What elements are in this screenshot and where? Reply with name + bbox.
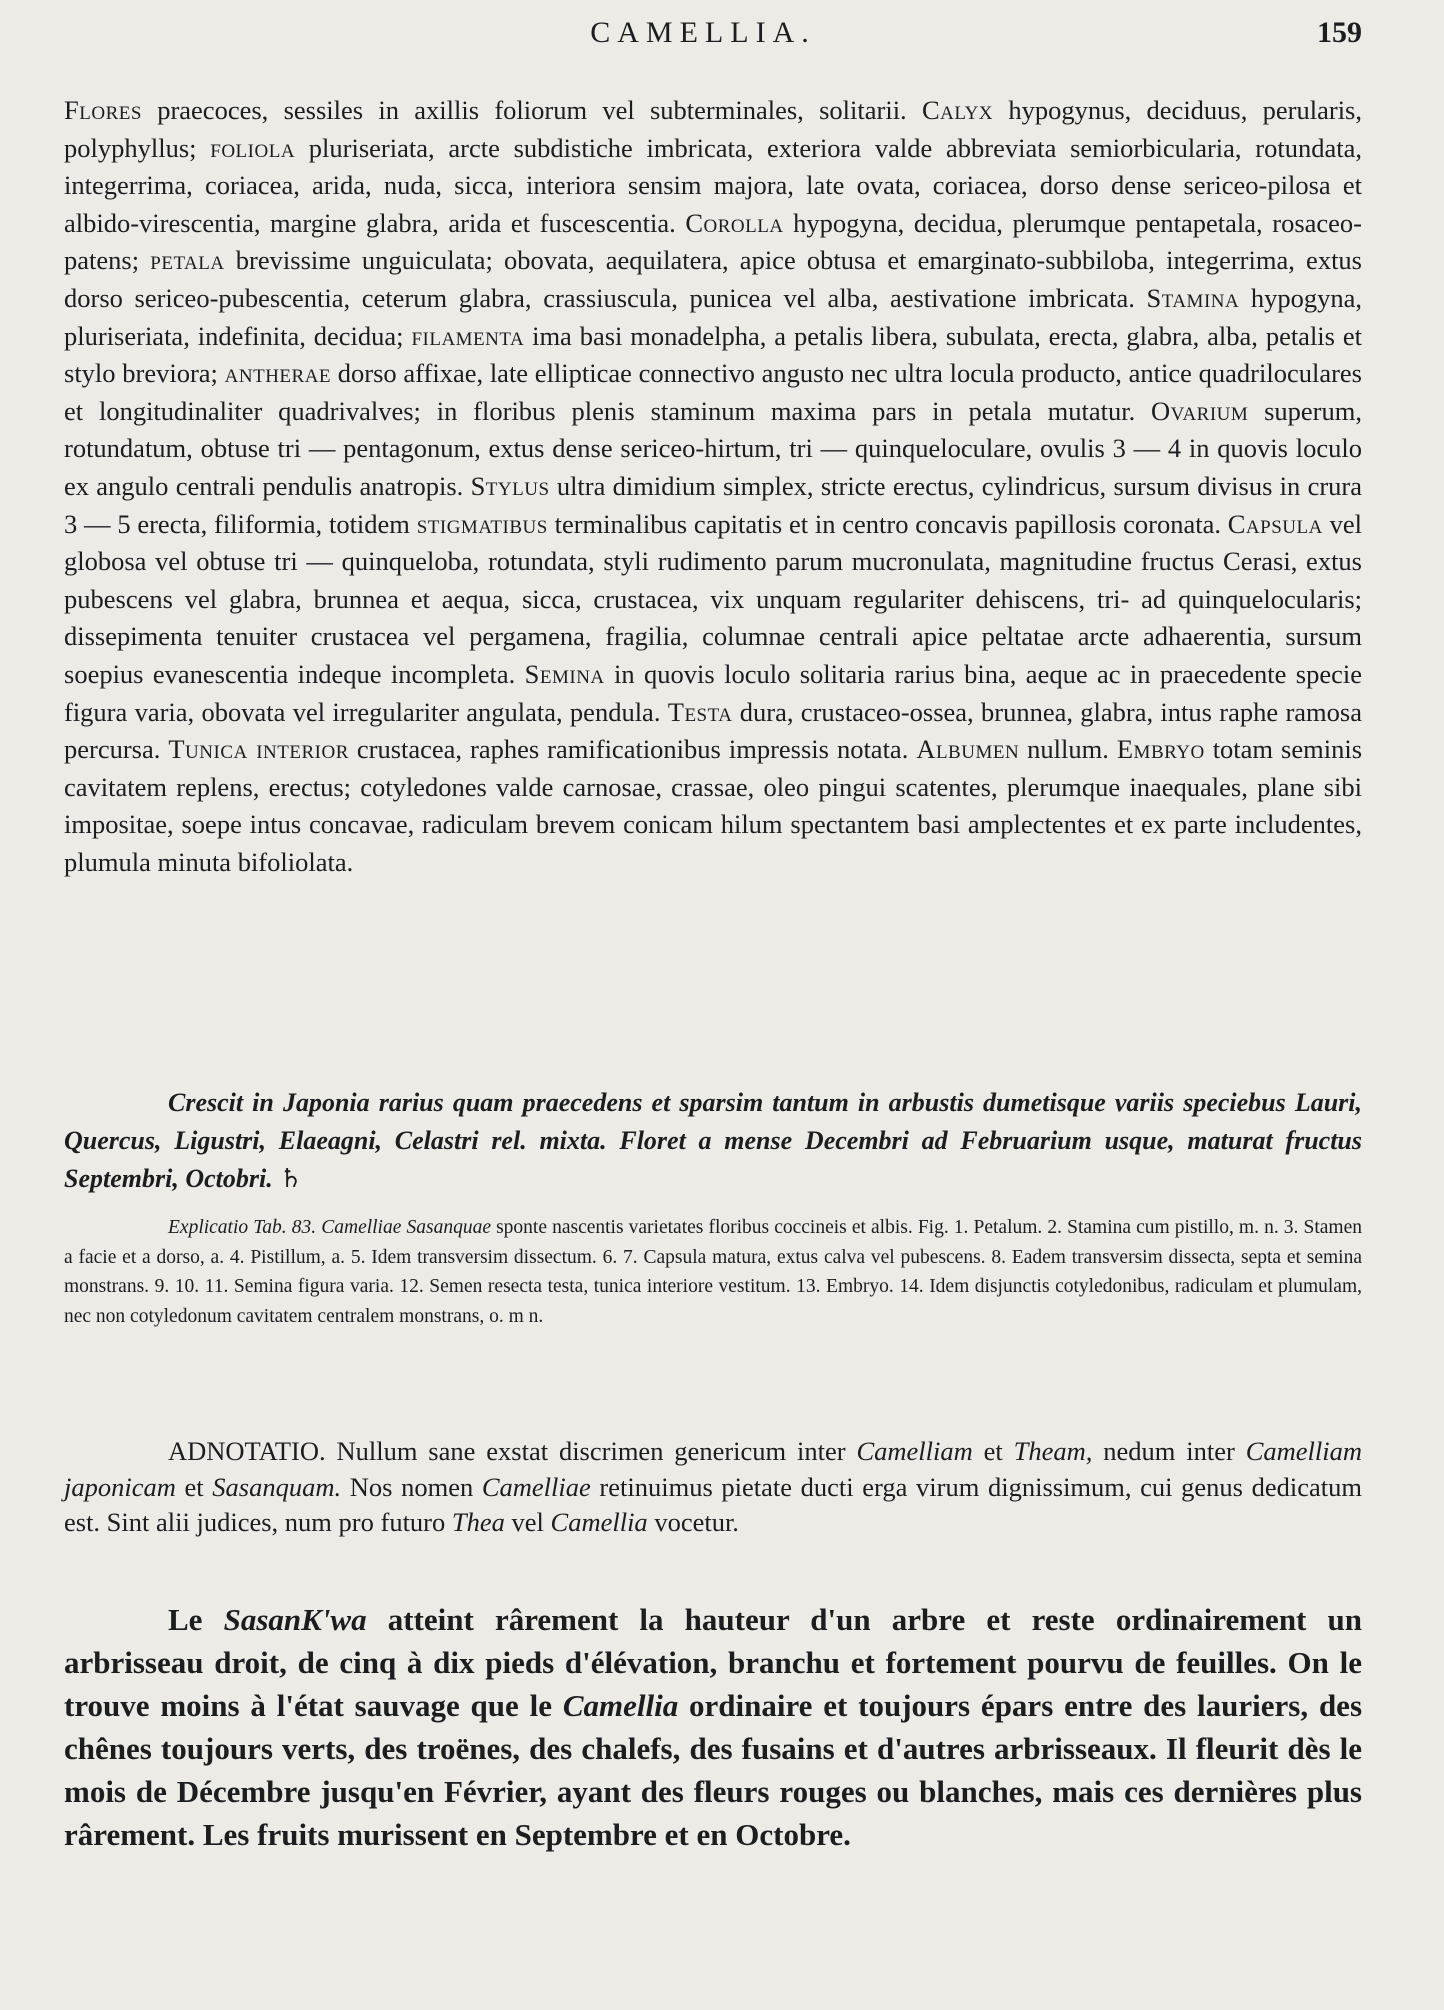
text-stylus: ultra dimidium simplex, stricte erectus, cylindricus, sursum divisus in crura 3 — 5 erecta, filiformia, totidem [64, 470, 1362, 539]
description-paragraph [64, 92, 1362, 881]
adnotatio-label: ADNOTATIO. [168, 1436, 326, 1466]
text-embryo: totam seminis cavitatem replens, erectus; cotyledones valde carnosae, crassae, oleo pingui scatentes, plerumque inaequales, plane sibi impositae, soepe intus concavae, radiculam brevem conicam hilum spectantem basi amplectentes et ex parte includentes, plumula minuta bifoliolata. [64, 734, 1363, 877]
term-testa: Testa [667, 696, 733, 727]
text-capsula: vel globosa vel obtuse tri — quinqueloba, rotundata, styli rudimento parum mucronulata, magnitudine fructus Cerasi, extus pubescens vel glabra, brunnea et aequa, sicca, crustacea, vix unquam regulariter dehiscens, tri- ad quinquelocularis; dissepimenta tenuiter crustacea vel pergamena, fragilia, columnae centrali apice peltatae arcte adhaerentia, sursum soepius evanescentia indeque incompleta. [64, 508, 1363, 689]
adnotatio-italic: Theam, [1013, 1436, 1093, 1466]
text-calyx: hypogynus, deciduus, perularis, polyphyllus; [64, 95, 1362, 163]
adnotatio-text: et [972, 1436, 1014, 1466]
adnotatio-italic: Camelliam japonicam [64, 1436, 1363, 1502]
term-albumen: Albumen [916, 734, 1020, 765]
adnotatio-text: Nullum sane exstat discrimen genericum inter [325, 1436, 857, 1466]
adnotatio-italic: Camelliae [481, 1471, 591, 1502]
term-semina: Semina [524, 658, 605, 689]
text-filamenta: ima basi monadelpha, a petalis libera, subulata, erecta, glabra, alba, petalis et stylo breviora; [64, 320, 1363, 389]
explicatio-text: sponte nascentis varietates floribus coccineis et albis. Fig. 1. Petalum. 2. Stamina cum pistillo, m. n. 3. Stamen a facie et a dorso, a. 4. Pistillum, a. 5. Idem transversim dissectum. 6. 7. Capsula matura, extus calva vel pubescens. 8. Eadem transversim dissecta, septa et semina monstrans. 9. 10. 11. Semina figura varia. 12. Semen resecta testa, tunica interiore vestitum. 13. Embryo. 14. Idem disjunctis cotyledonibus, radiculam et plumulam, nec non cotyledonum cavitatem centralem monstrans, o. m n. [64, 1217, 1362, 1327]
adnotatio-text: nedum inter [1092, 1436, 1246, 1466]
adnotatio-italic: Thea [451, 1507, 505, 1537]
adnotatio-italic: Camelliam [856, 1436, 973, 1466]
text-corolla: hypogyna, decidua, plerumque pentapetala, rosaceo-patens; [64, 207, 1362, 276]
term-stamina: Stamina [1146, 282, 1240, 313]
adnotatio-italic: Camellia [550, 1507, 648, 1537]
french-paragraph [64, 1598, 1362, 1856]
term-embryo: Embryo [1116, 734, 1205, 765]
term-ovarium: Ovarium [1151, 395, 1249, 426]
text-foliola: pluriseriata, arcte subdistiche imbricata, exteriora valde abbreviata semiorbicularia, rotundata, integerrima, coriacea, arida, nuda, sicca, interiora sensim majora, late ovata, coriacea, dorso dense sericeo-pilosa et albido-virescentia, margine glabra, arida et fuscescentia. [64, 132, 1363, 238]
plate-explanation [64, 1213, 1362, 1331]
term-flores: Flores [64, 95, 142, 125]
term-capsula: Capsula [1227, 508, 1323, 539]
french-italic: SasanK'wa [223, 1602, 367, 1637]
term-tunica: Tunica interior [168, 734, 349, 765]
running-title: CAMELLIA. [590, 16, 816, 49]
term-calyx: Calyx [921, 95, 994, 125]
term-petala: petala [150, 245, 225, 276]
text-antherae: dorso affixae, late ellipticae connectivo angusto nec ultra locula producto, antice quadriloculares et longitudinaliter quadrivalves; in floribus plenis staminum maxima pars in petala mutatur. [64, 358, 1362, 426]
term-stigmatibus: stigmatibus [416, 508, 548, 539]
page-number: 159 [1317, 16, 1362, 49]
text-tunica: crustacea, raphes ramificationibus impressis notata. [348, 734, 917, 765]
habitat-paragraph: Crescit in Japonia rarius quam praecedens et sparsim tantum in arbustis dumetisque variis speciebus Lauri, Quercus, Ligustri, Elaeagni, Celastri rel. mixta. Floret a mense Decembri ad Februarium usque, maturat fructus Septembri, Octobri. ♄ [64, 1088, 1362, 1193]
text-ovarium: superum, rotundatum, obtuse tri — pentagonum, extus dense sericeo-hirtum, tri — quinqueloculare, ovulis 3 — 4 in quovis loculo ex angulo centrali pendulis anatropis. [64, 395, 1362, 501]
text-stigmatibus: terminalibus capitatis et in centro concavis papillosis coronata. [547, 508, 1228, 539]
botanical-description [64, 92, 1362, 881]
text-petala: brevissime unguiculata; obovata, aequilatera, apice obtusa et emarginato-subbiloba, integerrima, extus dorso sericeo-pubescentia, ceterum glabra, crassiuscula, punicea vel alba, aestivatione imbricata. [64, 245, 1362, 313]
term-foliola: foliola [210, 132, 296, 163]
term-stylus: Stylus [470, 470, 550, 501]
adnotatio-paragraph [64, 1434, 1362, 1541]
adnotatio-text: et [175, 1471, 213, 1502]
page-header [64, 16, 1362, 60]
french-text: ordinaire et toujours épars entre des lauriers, des chênes toujours verts, des troënes, des chalefs, des fusains et d'autres arbrisseaux. Il fleurit dès le mois de Décembre jusqu'en Février, ayant des fleurs rouges ou blanches, mais ces dernières plus rârement. Les fruits murissent en Septembre et en Octobre. [64, 1688, 1363, 1852]
adnotatio-text: vel [504, 1507, 551, 1537]
adnotatio-text: vocetur. [647, 1507, 739, 1537]
text-stamina: hypogyna, pluriseriata, indefinita, decidua; [64, 282, 1362, 351]
text-albumen: nullum. [1019, 734, 1117, 765]
french-italic: Camellia [562, 1688, 679, 1723]
explicatio-label: Explicatio Tab. 83. Camelliae Sasanquae [168, 1217, 491, 1238]
term-antherae: antherae [224, 358, 332, 389]
adnotatio-text: retinuimus pietate ducti erga virum dignissimum, cui genus dedicatum est. Sint alii judices, num pro futuro [64, 1471, 1363, 1537]
term-corolla: Corolla [685, 207, 784, 238]
adnotatio-italic: Sasanquam. [212, 1471, 342, 1502]
french-text: Le [168, 1602, 224, 1637]
text-testa: dura, crustaceo-ossea, brunnea, glabra, intus raphe ramosa percursa. [64, 696, 1362, 765]
french-text: atteint rârement la hauteur d'un arbre et reste ordinairement un arbrisseau droit, de cinq à dix pieds d'élévation, branchu et fortement pourvu de feuilles. On le trouve moins à l'état sauvage que le [64, 1602, 1362, 1723]
adnotatio-text: Nos nomen [341, 1471, 482, 1502]
term-filamenta: filamenta [411, 320, 525, 351]
text-flores: praecoces, sessiles in axillis foliorum vel subterminales, solitarii. [141, 95, 922, 125]
text-semina: in quovis loculo solitaria rarius bina, aeque ac in praecedente specie figura varia, obovata vel irregulariter angulata, pendula. [64, 658, 1362, 727]
